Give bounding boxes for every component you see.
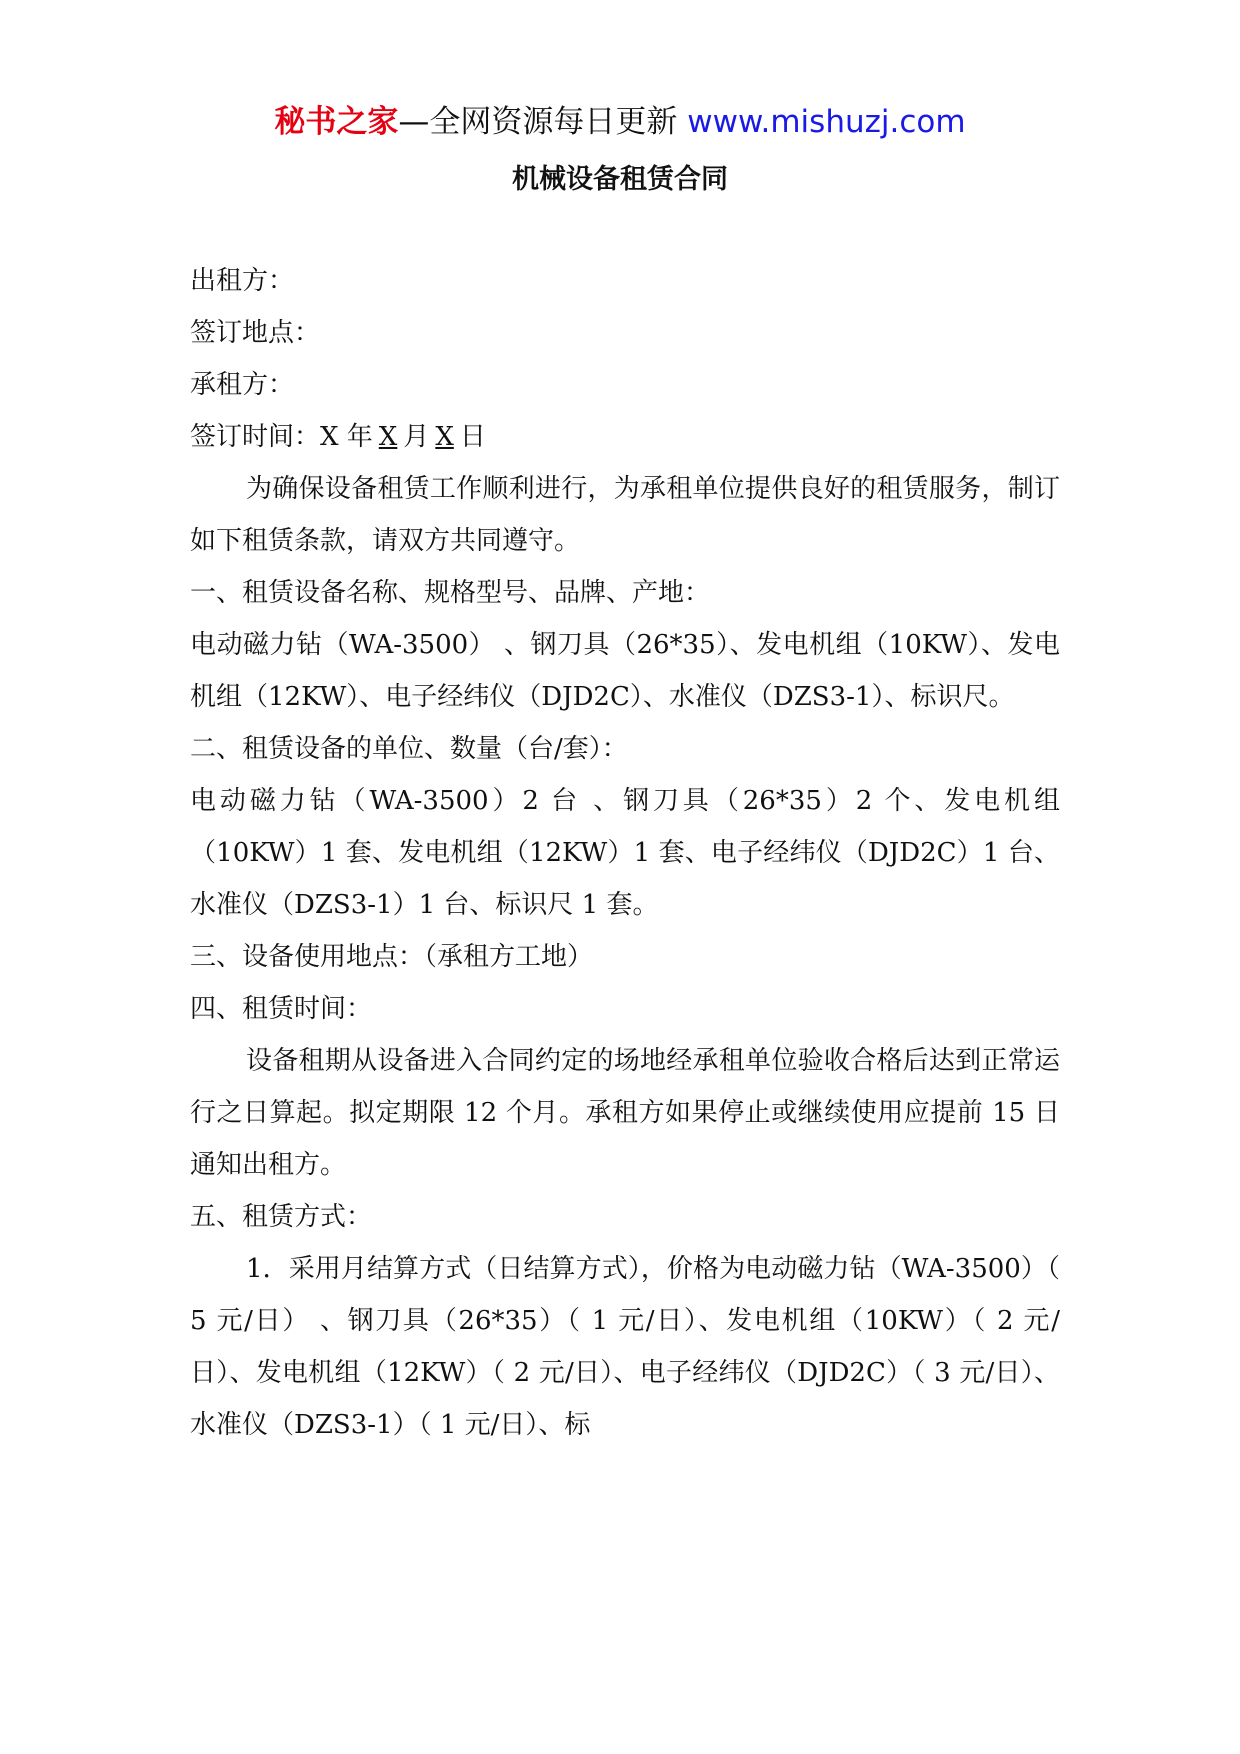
- document-body: [190, 255, 1060, 1451]
- section5-heading: 五、租赁方式：: [190, 1202, 373, 1232]
- signing-date-line: [190, 411, 1060, 463]
- section1-content: 电动磁力钻（WA-3500） 、钢刀具（26*35）、发电机组（10KW）、发电机组（12KW）、电子经纬仪（DJD2C）、水准仪（DZS3-1）、标识尺。: [190, 630, 1060, 712]
- lessor-line: 出租方：: [190, 266, 295, 296]
- document-title: 机械设备租赁合同: [512, 164, 728, 195]
- section3-heading: 三、设备使用地点：（承租方工地）: [190, 942, 594, 972]
- section1-heading: 一、租赁设备名称、规格型号、品牌、产地：: [190, 578, 711, 608]
- signing-date-day: X: [435, 422, 454, 452]
- signing-date-month-unit: 月: [403, 422, 430, 452]
- banner-tagline: —全网资源每日更新: [398, 104, 688, 140]
- intro-paragraph: 为确保设备租赁工作顺利进行，为承租单位提供良好的租赁服务，制订如下租赁条款，请双方共同遵守。: [190, 474, 1060, 556]
- banner-brand: 秘书之家: [274, 104, 399, 140]
- signing-date-day-unit: 日: [459, 422, 486, 452]
- section4-heading: 四、租赁时间：: [190, 994, 373, 1024]
- banner-url-link[interactable]: www.mishuzj.com: [687, 104, 966, 140]
- lessee-line: 承租方：: [190, 370, 295, 400]
- signing-date-month: X: [378, 422, 398, 452]
- site-banner: [0, 100, 1240, 144]
- section4-content: 设备租期从设备进入合同约定的场地经承租单位验收合格后达到正常运行之日算起。拟定期限 12 个月。承租方如果停止或继续使用应提前 15 日通知出租方。: [190, 1046, 1060, 1180]
- signing-place-line: 签订地点：: [190, 318, 321, 348]
- signing-date-prefix: 签订时间：X 年: [190, 422, 373, 452]
- section5-item1: 1．采用月结算方式（日结算方式），价格为电动磁力钻（WA-3500）（ 5 元/日） 、钢刀具（26*35）（ 1 元/日）、发电机组（10KW）（ 2 元/日）、发电机组（12KW）（ 2 元/日）、电子经纬仪（DJD2C）（ 3 元/日）、水准仪（DZS3-1）（ 1 元/日）、标: [190, 1254, 1060, 1440]
- section2-content: 电动磁力钻（WA-3500）2 台 、钢刀具（26*35）2 个、发电机组（10KW）1 套、发电机组（12KW）1 套、电子经纬仪（DJD2C）1 台、水准仪（DZS3-1）1 台、标识尺 1 套。: [190, 786, 1060, 920]
- section2-heading: 二、租赁设备的单位、数量（台/套）：: [190, 734, 628, 764]
